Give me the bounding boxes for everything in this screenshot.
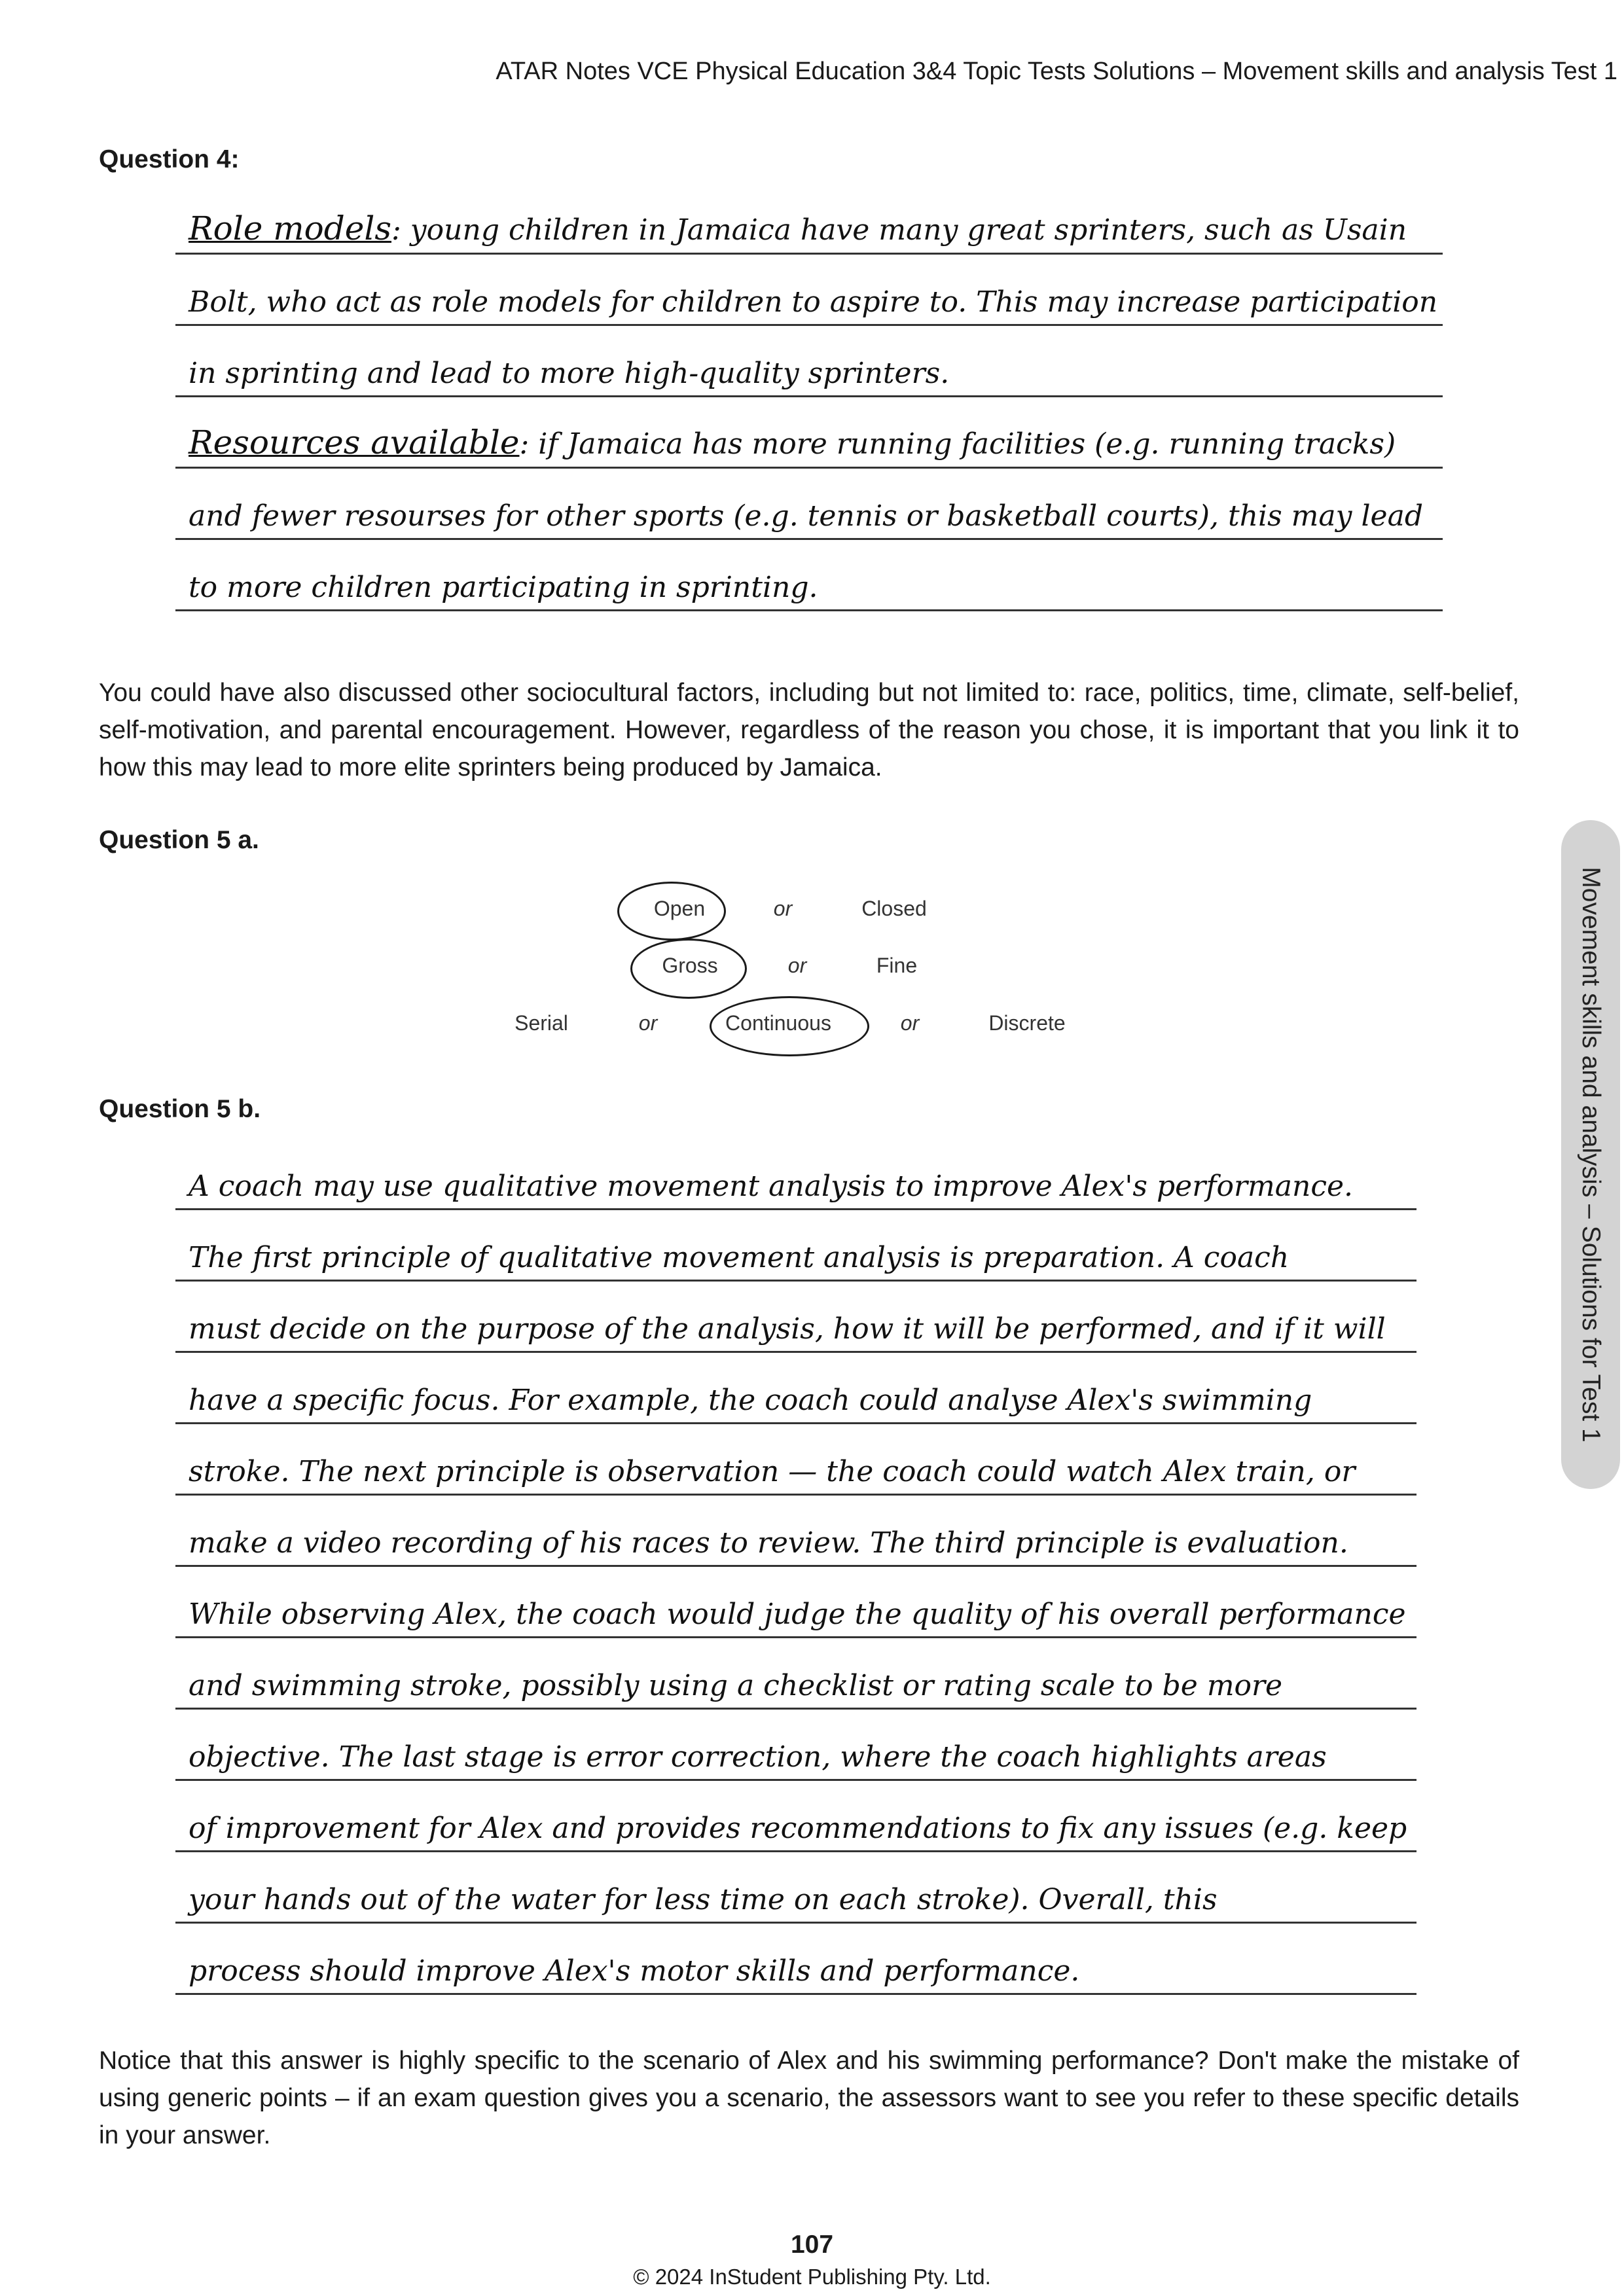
side-tab-label: Movement skills and analysis – Solutions for Test 1 <box>1577 867 1605 1443</box>
answer-line: have a specific focus. For example, the coach could analyse Alex's swimming <box>175 1353 1416 1424</box>
answer-line: in sprinting and lead to more high-quality sprinters. <box>175 326 1443 397</box>
question-5a-label: Question 5 a. <box>99 826 259 854</box>
choice-gross: Gross <box>662 954 718 977</box>
answer-line: The first principle of qualitative movement analysis is preparation. A coach <box>175 1210 1416 1282</box>
section-side-tab <box>1561 820 1620 1489</box>
answer-line: to more children participating in sprinting. <box>175 540 1443 611</box>
circle-mark <box>630 939 747 999</box>
answer-line: and swimming stroke, possibly using a checklist or rating scale to be more <box>175 1638 1416 1710</box>
circle-mark <box>710 996 869 1056</box>
choice-fine: Fine <box>876 954 918 977</box>
answer-line: Resources available: if Jamaica has more running facilities (e.g. running tracks) <box>175 397 1443 469</box>
answer-line: objective. The last stage is error correction, where the coach highlights areas <box>175 1710 1416 1781</box>
answer-line: of improvement for Alex and provides recommendations to fix any issues (e.g. keep <box>175 1781 1416 1852</box>
answer-line: and fewer resourses for other sports (e.g. tennis or basketball courts), this may lead <box>175 469 1443 540</box>
answer-line: make a video recording of his races to review. The third principle is evaluation. <box>175 1496 1416 1567</box>
answer-line: A coach may use qualitative movement analysis to improve Alex's performance. <box>175 1139 1416 1210</box>
choice-or: or <box>638 1011 658 1035</box>
factor-label: Role models <box>189 209 391 247</box>
choice-serial: Serial <box>514 1011 568 1035</box>
answer-line: stroke. The next principle is observation — the coach could watch Alex train, or <box>175 1424 1416 1496</box>
answer-line: Bolt, who act as role models for children to aspire to. This may increase participation <box>175 255 1443 326</box>
note-paragraph-2: Notice that this answer is highly specific to the scenario of Alex and his swimming performance? Don't make the mistake of using generic points – if an exam question gives you a scenario, the assessors want to see you refer to these specific details in your answer. <box>99 2047 1519 2149</box>
question-5b-label: Question 5 b. <box>99 1095 261 1123</box>
choice-or: or <box>773 897 793 920</box>
choice-or: or <box>900 1011 920 1035</box>
choice-or: or <box>787 954 807 977</box>
answer-line: your hands out of the water for less time on each stroke). Overall, this <box>175 1852 1416 1924</box>
page-number: 107 <box>790 2231 834 2259</box>
answer-line: While observing Alex, the coach would judge the quality of his overall performance <box>175 1567 1416 1638</box>
factor-label: Resources available <box>189 423 520 461</box>
answer-line: Role models: young children in Jamaica have many great sprinters, such as Usain <box>175 183 1443 255</box>
question-5b-answer <box>175 1139 1416 1995</box>
choice-discrete: Discrete <box>988 1011 1066 1035</box>
answer-line: must decide on the purpose of the analysis, how it will be performed, and if it will <box>175 1282 1416 1353</box>
running-header: ATAR Notes VCE Physical Education 3&4 Topic Tests Solutions – Movement skills and analysis Test 1 <box>496 58 1617 85</box>
choice-open: Open <box>653 897 706 920</box>
question-4-answer <box>175 183 1443 611</box>
choice-closed: Closed <box>861 897 927 920</box>
circle-mark <box>617 882 726 941</box>
copyright-notice: © 2024 InStudent Publishing Pty. Ltd. <box>633 2265 991 2289</box>
question-4-label: Question 4: <box>99 145 240 173</box>
answer-line: process should improve Alex's motor skills and performance. <box>175 1924 1416 1995</box>
choice-continuous: Continuous <box>725 1011 831 1035</box>
note-paragraph-1: You could have also discussed other sociocultural factors, including but not limited to: race, politics, time, climate, self-belief, self-motivation, and parental encouragement. However, regardless of the reason you chose, it is important that you link it to how this may lead to more elite sprinters being produced by Jamaica. <box>99 679 1519 781</box>
